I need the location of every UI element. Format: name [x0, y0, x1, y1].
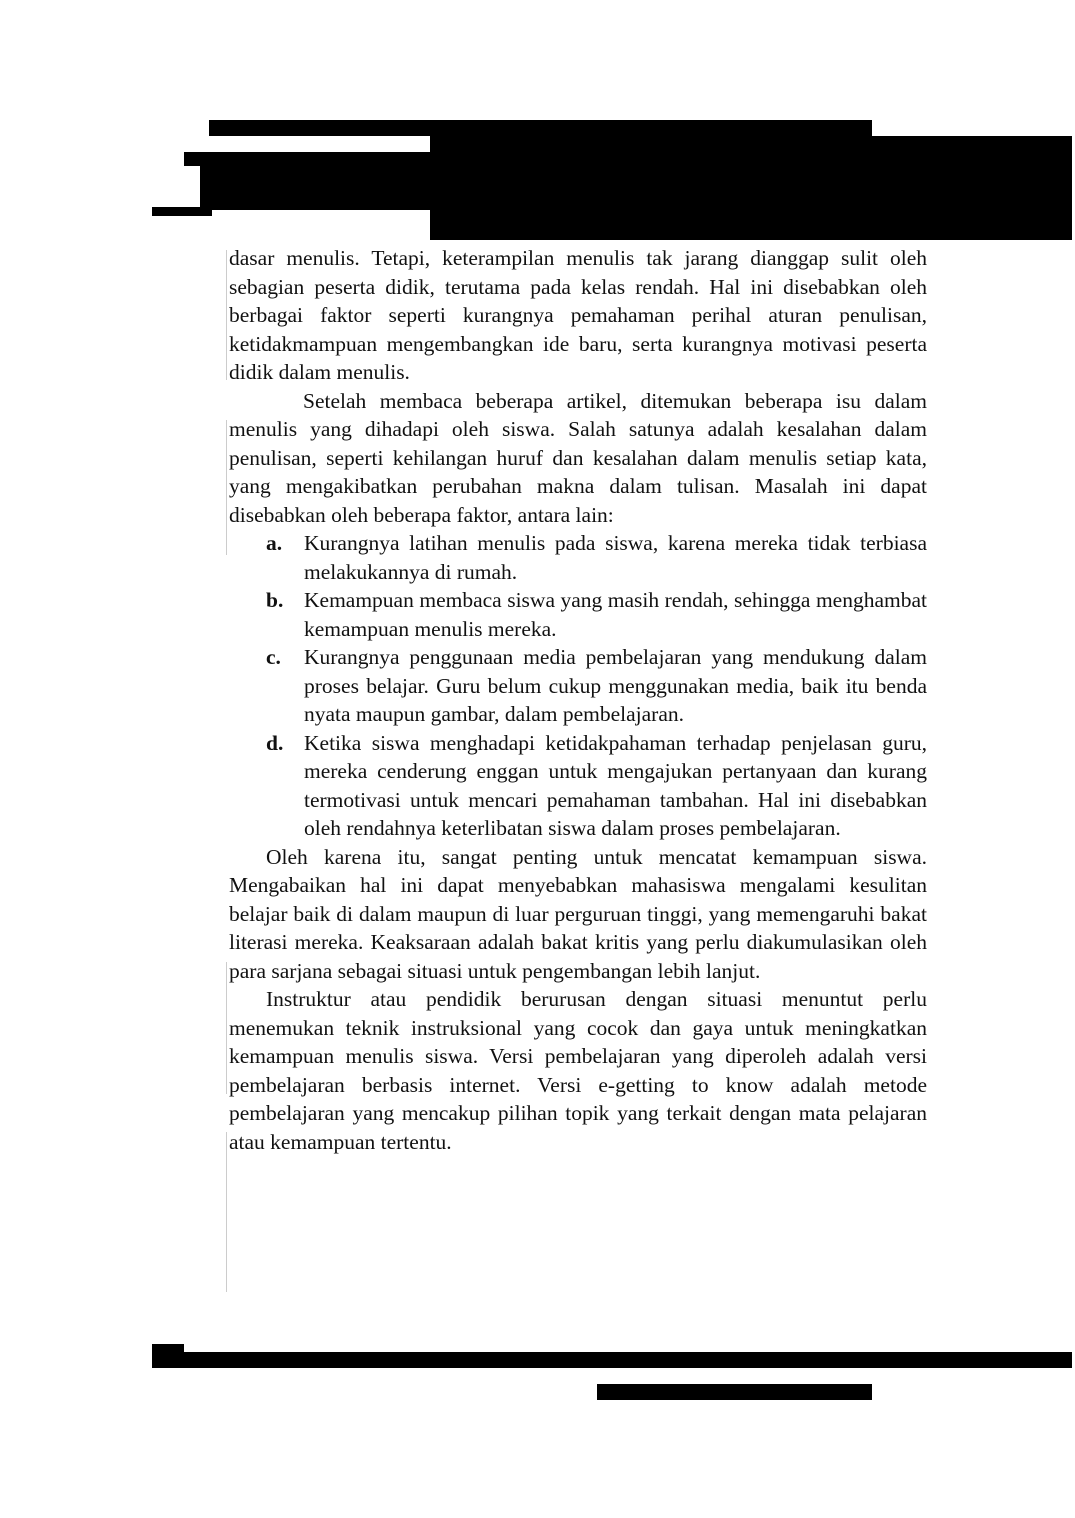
redaction-footer-line — [152, 1352, 1072, 1368]
margin-mark — [226, 250, 227, 380]
list-item — [229, 729, 927, 843]
redaction-header-block-left-tail — [152, 207, 212, 216]
redaction-header-notch — [420, 120, 872, 136]
list-marker: a. — [266, 531, 283, 555]
list-marker: d. — [266, 730, 284, 755]
list-item — [229, 643, 927, 729]
factor-list — [229, 529, 927, 843]
paragraph-4: Instruktur atau pendidik berurusan dengan situasi menuntut perlu menemukan teknik instruksional yang cocok dan gaya untuk meningkatkan kemampuan menulis siswa. Versi pembelajaran yang diperoleh adalah versi pembelajaran berbasis internet. Versi e-getting to know adalah metode pembelajaran yang mencakup pilihan topik yang terkait dengan mata pelajaran atau kemampuan tertentu. — [229, 987, 927, 1154]
list-item-text: Kurangnya penggunaan media pembelajaran yang mendukung dalam proses belajar. Guru belum cukup menggunakan media, baik itu benda nyata maupun gambar, dalam pembelajaran. — [304, 645, 927, 726]
margin-mark — [226, 420, 227, 555]
paragraph-3: Oleh karena itu, sangat penting untuk mencatat kemampuan siswa. Mengabaikan hal ini dapat menyebabkan mahasiswa mengalami kesulitan belajar baik di dalam maupun di luar perguruan tinggi, yang memengaruhi bakat literasi mereka. Keaksaraan adalah bakat kritis yang perlu diakumulasikan oleh para sarjana sebagai situasi untuk pengembangan lebih lanjut. — [229, 844, 927, 983]
list-item-text: Kurangnya latihan menulis pada siswa, karena mereka tidak terbiasa melakukannya di rumah. — [304, 531, 927, 584]
paragraph-1: dasar menulis. Tetapi, keterampilan menulis tak jarang dianggap sulit oleh sebagian peserta didik, terutama pada kelas rendah. Hal ini disebabkan oleh berbagai faktor seperti kurangnya pemahaman perihal aturan penulisan, ketidakmampuan mengembangkan ide baru, serta kurangnya motivasi peserta didik dalam menulis. — [229, 246, 927, 384]
list-item-text: Kemampuan membaca siswa yang masih rendah, sehingga menghambat kemampuan menulis mereka. — [304, 588, 927, 641]
list-marker: c. — [266, 645, 281, 669]
list-item — [229, 529, 927, 586]
list-item-text: Ketika siswa menghadapi ketidakpahaman terhadap penjelasan guru, mereka cenderung enggan untuk mengajukan pertanyaan dan kurang termotivasi untuk mencari pemahaman tambahan. Hal ini disebabkan oleh rendahnya keterlibatan siswa dalam proses pembelajaran. — [304, 730, 927, 840]
list-item — [229, 586, 927, 643]
redaction-header-block-main — [430, 136, 1072, 240]
redaction-footer-pageinfo — [597, 1384, 872, 1400]
list-marker: b. — [266, 588, 284, 612]
margin-mark — [226, 1132, 227, 1292]
paragraph-2: Setelah membaca beberapa artikel, ditemukan beberapa isu dalam menulis yang dihadapi oleh siswa. Salah satunya adalah kesalahan dalam penulisan, seperti kehilangan huruf dan kesalahan dalam menulis setiap kata, yang mengakibatkan perubahan makna dalam tulisan. Masalah ini dapat disebabkan oleh beberapa faktor, antara lain: — [229, 388, 927, 527]
margin-mark — [226, 962, 227, 1094]
redaction-header-block-left — [200, 164, 440, 210]
document-body — [229, 244, 927, 1156]
